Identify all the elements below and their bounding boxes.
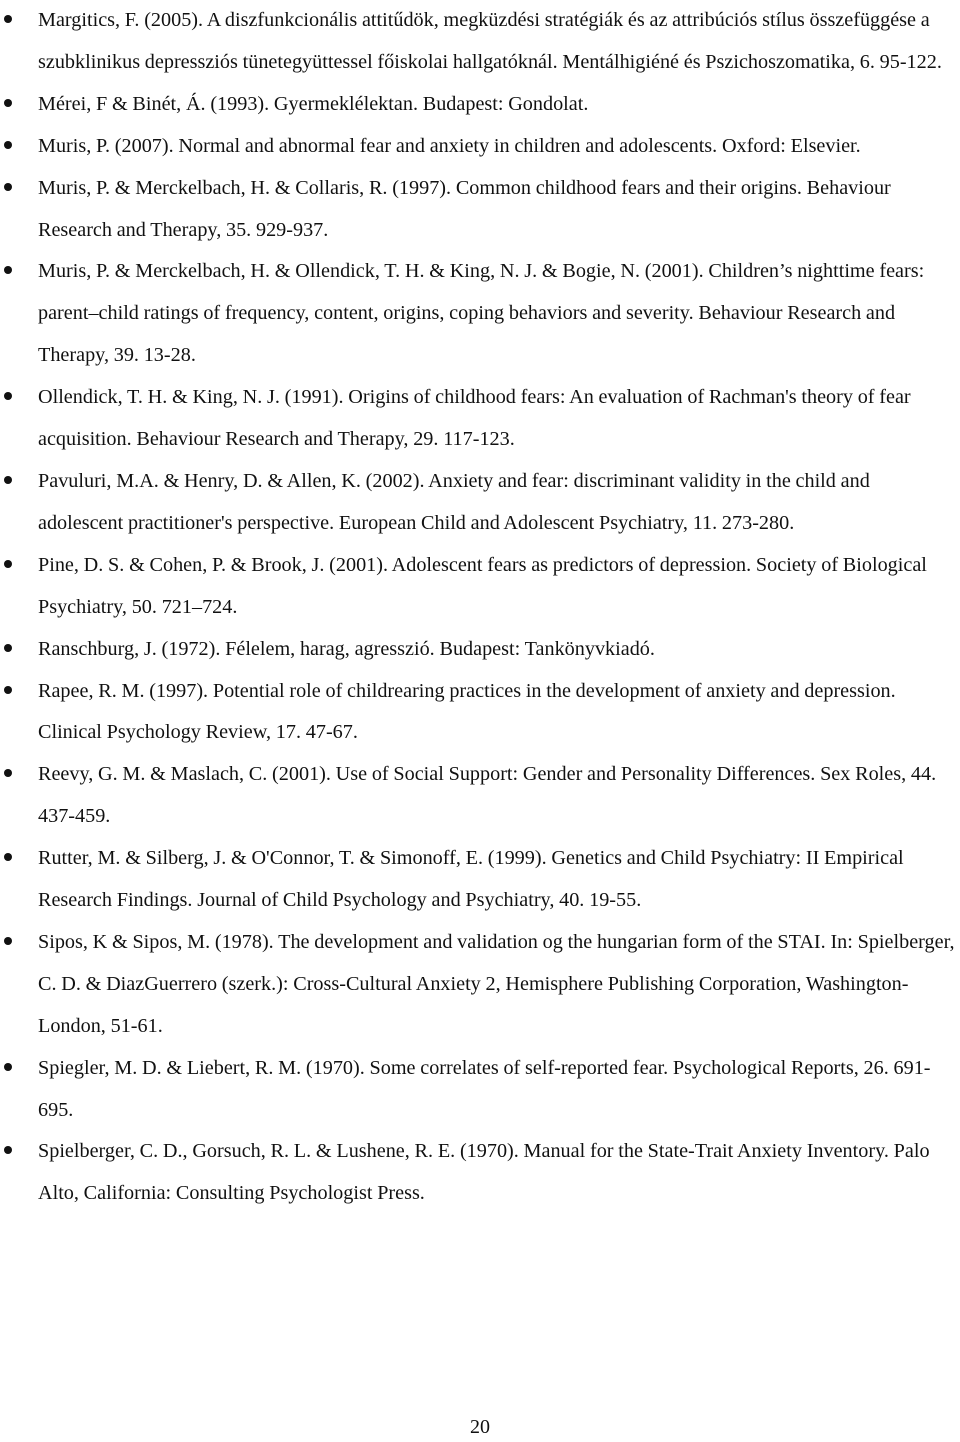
reference-item: [0, 754, 960, 838]
reference-item: [0, 671, 960, 755]
bullet-icon: [4, 183, 12, 191]
reference-text: Reevy, G. M. & Maslach, C. (2001). Use of Social Support: Gender and Personality Differences. Sex Roles, 44. 437-459.: [38, 763, 937, 828]
bullet-icon: [4, 99, 12, 107]
reference-text: Ranschburg, J. (1972). Félelem, harag, agresszió. Budapest: Tankönyvkiadó.: [38, 637, 655, 660]
reference-text: Muris, P. (2007). Normal and abnormal fear and anxiety in children and adolescents. Oxford: Elsevier.: [38, 134, 861, 157]
reference-text: Ollendick, T. H. & King, N. J. (1991). Origins of childhood fears: An evaluation of Rachman's theory of fear acquisition. Behaviour Research and Therapy, 29. 117-123.: [38, 386, 911, 451]
bullet-icon: [4, 476, 12, 484]
bullet-icon: [4, 392, 12, 400]
reference-text: Spiegler, M. D. & Liebert, R. M. (1970). Some correlates of self-reported fear. Psychological Reports, 26. 691-695.: [38, 1056, 931, 1121]
reference-text: Rutter, M. & Silberg, J. & O'Connor, T. & Simonoff, E. (1999). Genetics and Child Psychiatry: II Empirical Research Findings. Journal of Child Psychology and Psychiatry, 40. 19-55.: [38, 847, 904, 912]
bullet-icon: [4, 141, 12, 149]
reference-item: [0, 545, 960, 629]
bullet-icon: [4, 266, 12, 274]
bullet-icon: [4, 560, 12, 568]
reference-item: [0, 922, 960, 1048]
reference-item: [0, 1131, 960, 1215]
bullet-icon: [4, 644, 12, 652]
reference-item: [0, 126, 960, 168]
bullet-icon: [4, 1063, 12, 1071]
reference-text: Sipos, K & Sipos, M. (1978). The development and validation og the hungarian form of the STAI. In: Spielberger, C. D. & DiazGuerrero (szerk.): Cross-Cultural Anxiety 2, Hemisphere Publishing Corporation, Washington-London, 51-61.: [38, 930, 955, 1037]
reference-text: Muris, P. & Merckelbach, H. & Ollendick, T. H. & King, N. J. & Bogie, N. (2001). Children’s nighttime fears: parent–child ratings of frequency, content, origins, coping behaviors and severity. Behaviour Research and Therapy, 39. 13-28.: [38, 260, 925, 367]
reference-item: [0, 838, 960, 922]
reference-item: [0, 461, 960, 545]
reference-text: Pine, D. S. & Cohen, P. & Brook, J. (2001). Adolescent fears as predictors of depression. Society of Biological Psychiatry, 50. 721–724.: [38, 553, 927, 618]
reference-item: [0, 84, 960, 126]
reference-item: [0, 1048, 960, 1132]
bullet-icon: [4, 15, 12, 23]
bullet-icon: [4, 1146, 12, 1154]
reference-text: Pavuluri, M.A. & Henry, D. & Allen, K. (2002). Anxiety and fear: discriminant validity in the child and adolescent practitioner's perspective. European Child and Adolescent Psychiatry, 11. 273-280.: [38, 469, 870, 534]
reference-item: [0, 0, 960, 84]
reference-text: Margitics, F. (2005). A diszfunkcionális attitűdök, megküzdési stratégiák és az attribúciós stílus összefüggése a szubklinikus depressziós tünetegyüttessel főiskolai hallgatóknál. Mentálhigiéné és Pszichoszomatika, 6. 95-122.: [38, 9, 942, 73]
page-number: 20: [470, 1416, 490, 1438]
reference-text: Mérei, F & Binét, Á. (1993). Gyermeklélektan. Budapest: Gondolat.: [38, 92, 589, 115]
bullet-icon: [4, 686, 12, 694]
reference-item: [0, 377, 960, 461]
reference-item: [0, 168, 960, 252]
reference-text: Rapee, R. M. (1997). Potential role of childrearing practices in the development of anxiety and depression. Clinical Psychology Review, 17. 47-67.: [38, 679, 896, 744]
bullet-icon: [4, 853, 12, 861]
bullet-icon: [4, 769, 12, 777]
reference-item: [0, 251, 960, 377]
reference-text: Muris, P. & Merckelbach, H. & Collaris, R. (1997). Common childhood fears and their origins. Behaviour Research and Therapy, 35. 929-937.: [38, 176, 891, 241]
reference-item: [0, 629, 960, 671]
reference-text: Spielberger, C. D., Gorsuch, R. L. & Lushene, R. E. (1970). Manual for the State-Trait Anxiety Inventory. Palo Alto, California: Consulting Psychologist Press.: [38, 1140, 930, 1205]
bullet-icon: [4, 937, 12, 945]
